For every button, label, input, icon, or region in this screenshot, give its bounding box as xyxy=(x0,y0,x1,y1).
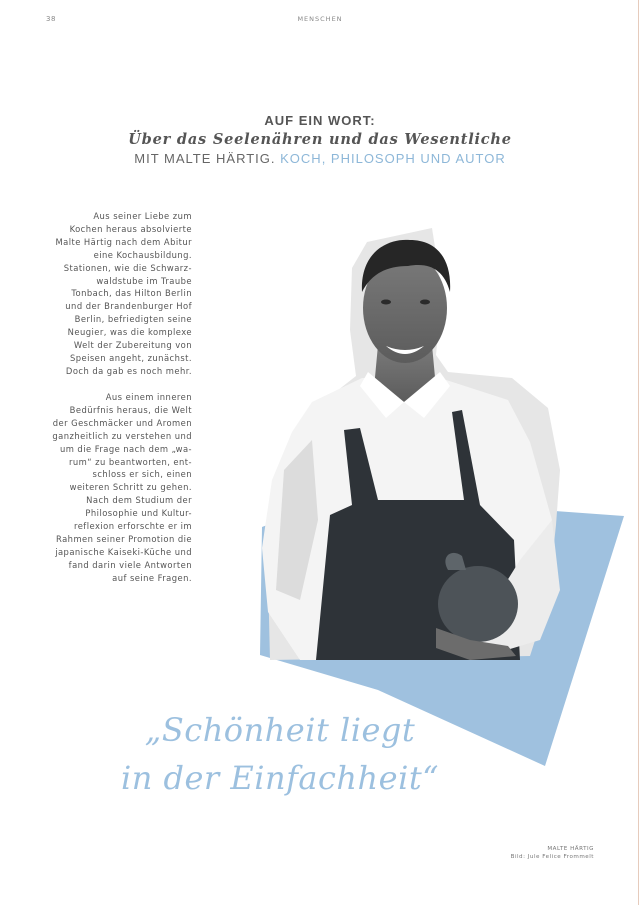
page-number: 38 xyxy=(46,15,56,23)
squash xyxy=(438,566,518,642)
pull-quote-line-2: in der Einfachheit“ xyxy=(120,759,440,797)
heading-person-roles: KOCH, PHILOSOPH UND AUTOR xyxy=(280,151,506,166)
heading-person-name: MIT MALTE HÄRTIG. xyxy=(134,151,281,166)
photo-credit xyxy=(511,845,594,861)
section-title: MENSCHEN xyxy=(297,15,343,23)
heading-title: Über das Seelenähren und das Wesentliche xyxy=(128,131,512,148)
heading-kicker: AUF EIN WORT: xyxy=(264,113,376,128)
pull-quote xyxy=(0,706,560,802)
pull-quote-line-1: „Schönheit liegt xyxy=(144,711,416,749)
body-paragraph-2: Aus einem inneren Bedürfnis heraus, die Welt der Geschmäcker und Aromen ganzheitlich zu verstehen und um die Frage nach dem „wa- rum“ zu beantworten, ent- schloss er sich, einen weiteren Schritt zu gehen. Nach dem Studium der Philosophie und Kultur- reflexion erforschte er im Rahmen seiner Promotion die japanische Kaiseki-Küche und fand darin viele Antworten auf seine Fragen. xyxy=(52,392,192,583)
credit-name: MALTE HÄRTIG xyxy=(547,846,594,852)
body-paragraph-1: Aus seiner Liebe zum Kochen heraus absolvierte Malte Härtig nach dem Abitur eine Kochausbildung. Stationen, wie die Schwarz- waldstube im Traube Tonbach, das Hilton Berlin und der Brandenburger Hof Berlin, befriedigten seine Neugier, was die komplexe Welt der Zubereitung von Speisen angeht, zunächst. Doch da gab es noch mehr. xyxy=(55,211,192,376)
credit-photographer: Bild: Jule Felice Frommelt xyxy=(510,854,594,860)
